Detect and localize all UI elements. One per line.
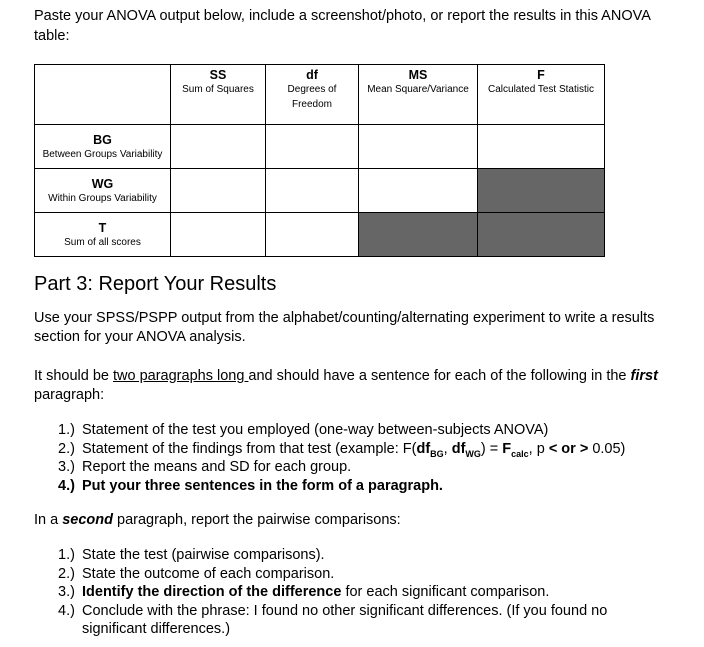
p2-emph: second (62, 512, 113, 528)
list-text: Put your three sentences in the form of a paragraph. (82, 477, 443, 494)
table-row-bg (35, 125, 605, 169)
p1-emph: first (630, 368, 658, 384)
first-list (34, 421, 674, 495)
list-text-bold: Identify the direction of the difference (82, 584, 342, 600)
table-header-row (35, 65, 605, 125)
list-number: 2.) (58, 440, 75, 457)
p1-start: It should be (34, 368, 113, 384)
wg-ms-cell[interactable] (359, 169, 478, 213)
df-label: df (416, 440, 431, 457)
header-df-abbr: df (306, 68, 318, 82)
first-list-container (34, 421, 674, 495)
wg-df-cell[interactable] (266, 169, 359, 213)
t-df-cell[interactable] (266, 213, 359, 257)
row-bg-desc: Between Groups Variability (42, 148, 163, 160)
bg-df-cell[interactable] (266, 125, 359, 169)
header-f-abbr: F (537, 68, 545, 82)
header-empty-cell (35, 65, 171, 125)
second-list-container (34, 546, 674, 639)
list-item (34, 440, 674, 459)
header-ms-desc: Mean Square/Variance (367, 84, 469, 95)
list-number: 2.) (58, 565, 75, 582)
list-number: 1.) (58, 547, 75, 563)
p2-start: In a (34, 512, 63, 528)
t-f-shaded-cell (478, 213, 605, 257)
second-paragraph-instructions (34, 511, 674, 530)
row-bg-label (35, 125, 171, 169)
list-item (34, 546, 674, 565)
p-label: , p (528, 440, 549, 457)
list-text: Conclude with the phrase: I found no other significant differences. (If you found no significant differences.) (82, 602, 608, 637)
t-ms-shaded-cell (359, 213, 478, 257)
f-label: F (502, 440, 512, 457)
p1-end: paragraph: (34, 387, 105, 403)
list-item (34, 477, 674, 496)
alpha-level: 0.05) (588, 440, 626, 457)
row-t-desc: Sum of all scores (64, 236, 141, 248)
header-ms (359, 65, 478, 125)
list-item (34, 458, 674, 477)
list-text: State the test (pairwise comparisons). (82, 547, 325, 563)
p1-underline: two paragraphs long (113, 368, 249, 384)
separator: , (443, 440, 452, 457)
header-f-desc: Calculated Test Statistic (488, 84, 594, 95)
list-number: 1.) (58, 422, 75, 438)
list-text: Report the means and SD for each group. (82, 459, 352, 475)
bg-f-cell[interactable] (478, 125, 605, 169)
list-text: for each significant comparison. (341, 584, 550, 600)
list-number: 4.) (58, 602, 75, 619)
list-item (34, 602, 674, 639)
list-item (34, 421, 674, 440)
equals-text: ) = (480, 440, 503, 457)
use-output-paragraph: Use your SPSS/PSPP output from the alphabet/counting/alternating experiment to write a results section for your ANOVA analysis. (34, 310, 655, 345)
row-bg-abbr: BG (93, 132, 112, 147)
anova-table (34, 64, 605, 257)
bg-ms-cell[interactable] (359, 125, 478, 169)
header-ms-abbr: MS (408, 68, 428, 82)
calc-subscript: calc (511, 448, 529, 459)
second-list (34, 546, 674, 639)
p1-mid: and should have a sentence for each of the following in the (248, 368, 631, 384)
bg-subscript: BG (430, 448, 444, 459)
header-ss-desc: Sum of Squares (182, 84, 254, 95)
row-wg-abbr: WG (91, 176, 114, 191)
header-ss (171, 65, 266, 125)
list-item (34, 565, 674, 584)
p2-end: paragraph, report the pairwise comparisons: (112, 512, 401, 528)
part3-heading: Part 3: Report Your Results (34, 273, 277, 295)
list-text: State the outcome of each comparison. (82, 565, 335, 582)
t-ss-cell[interactable] (171, 213, 266, 257)
wg-subscript: WG (465, 448, 481, 459)
intro-text: Paste your ANOVA output below, include a screenshot/photo, or report the results in this ANOVA table: (34, 8, 651, 44)
header-df-desc: Degrees of Freedom (287, 84, 337, 110)
list-item (34, 583, 674, 602)
table-row-wg (35, 169, 605, 213)
wg-f-shaded-cell (478, 169, 605, 213)
list-number: 3.) (58, 584, 75, 600)
row-t-label (35, 213, 171, 257)
header-f (478, 65, 605, 125)
bg-ss-cell[interactable] (171, 125, 266, 169)
comparison-operator: < or > (548, 440, 589, 457)
df-label: df (451, 440, 466, 457)
wg-ss-cell[interactable] (171, 169, 266, 213)
row-wg-desc: Within Groups Variability (48, 192, 157, 204)
list-text: Statement of the test you employed (one-way between-subjects ANOVA) (82, 422, 549, 438)
row-t-abbr: T (98, 220, 107, 235)
list-number: 4.) (58, 477, 75, 494)
header-df (266, 65, 359, 125)
list-text: Statement of the findings from that test (example: F( (82, 440, 417, 457)
table-row-t (35, 213, 605, 257)
header-ss-abbr: SS (209, 68, 227, 82)
row-wg-label (35, 169, 171, 213)
first-paragraph-instructions (34, 367, 674, 405)
list-number: 3.) (58, 459, 75, 475)
